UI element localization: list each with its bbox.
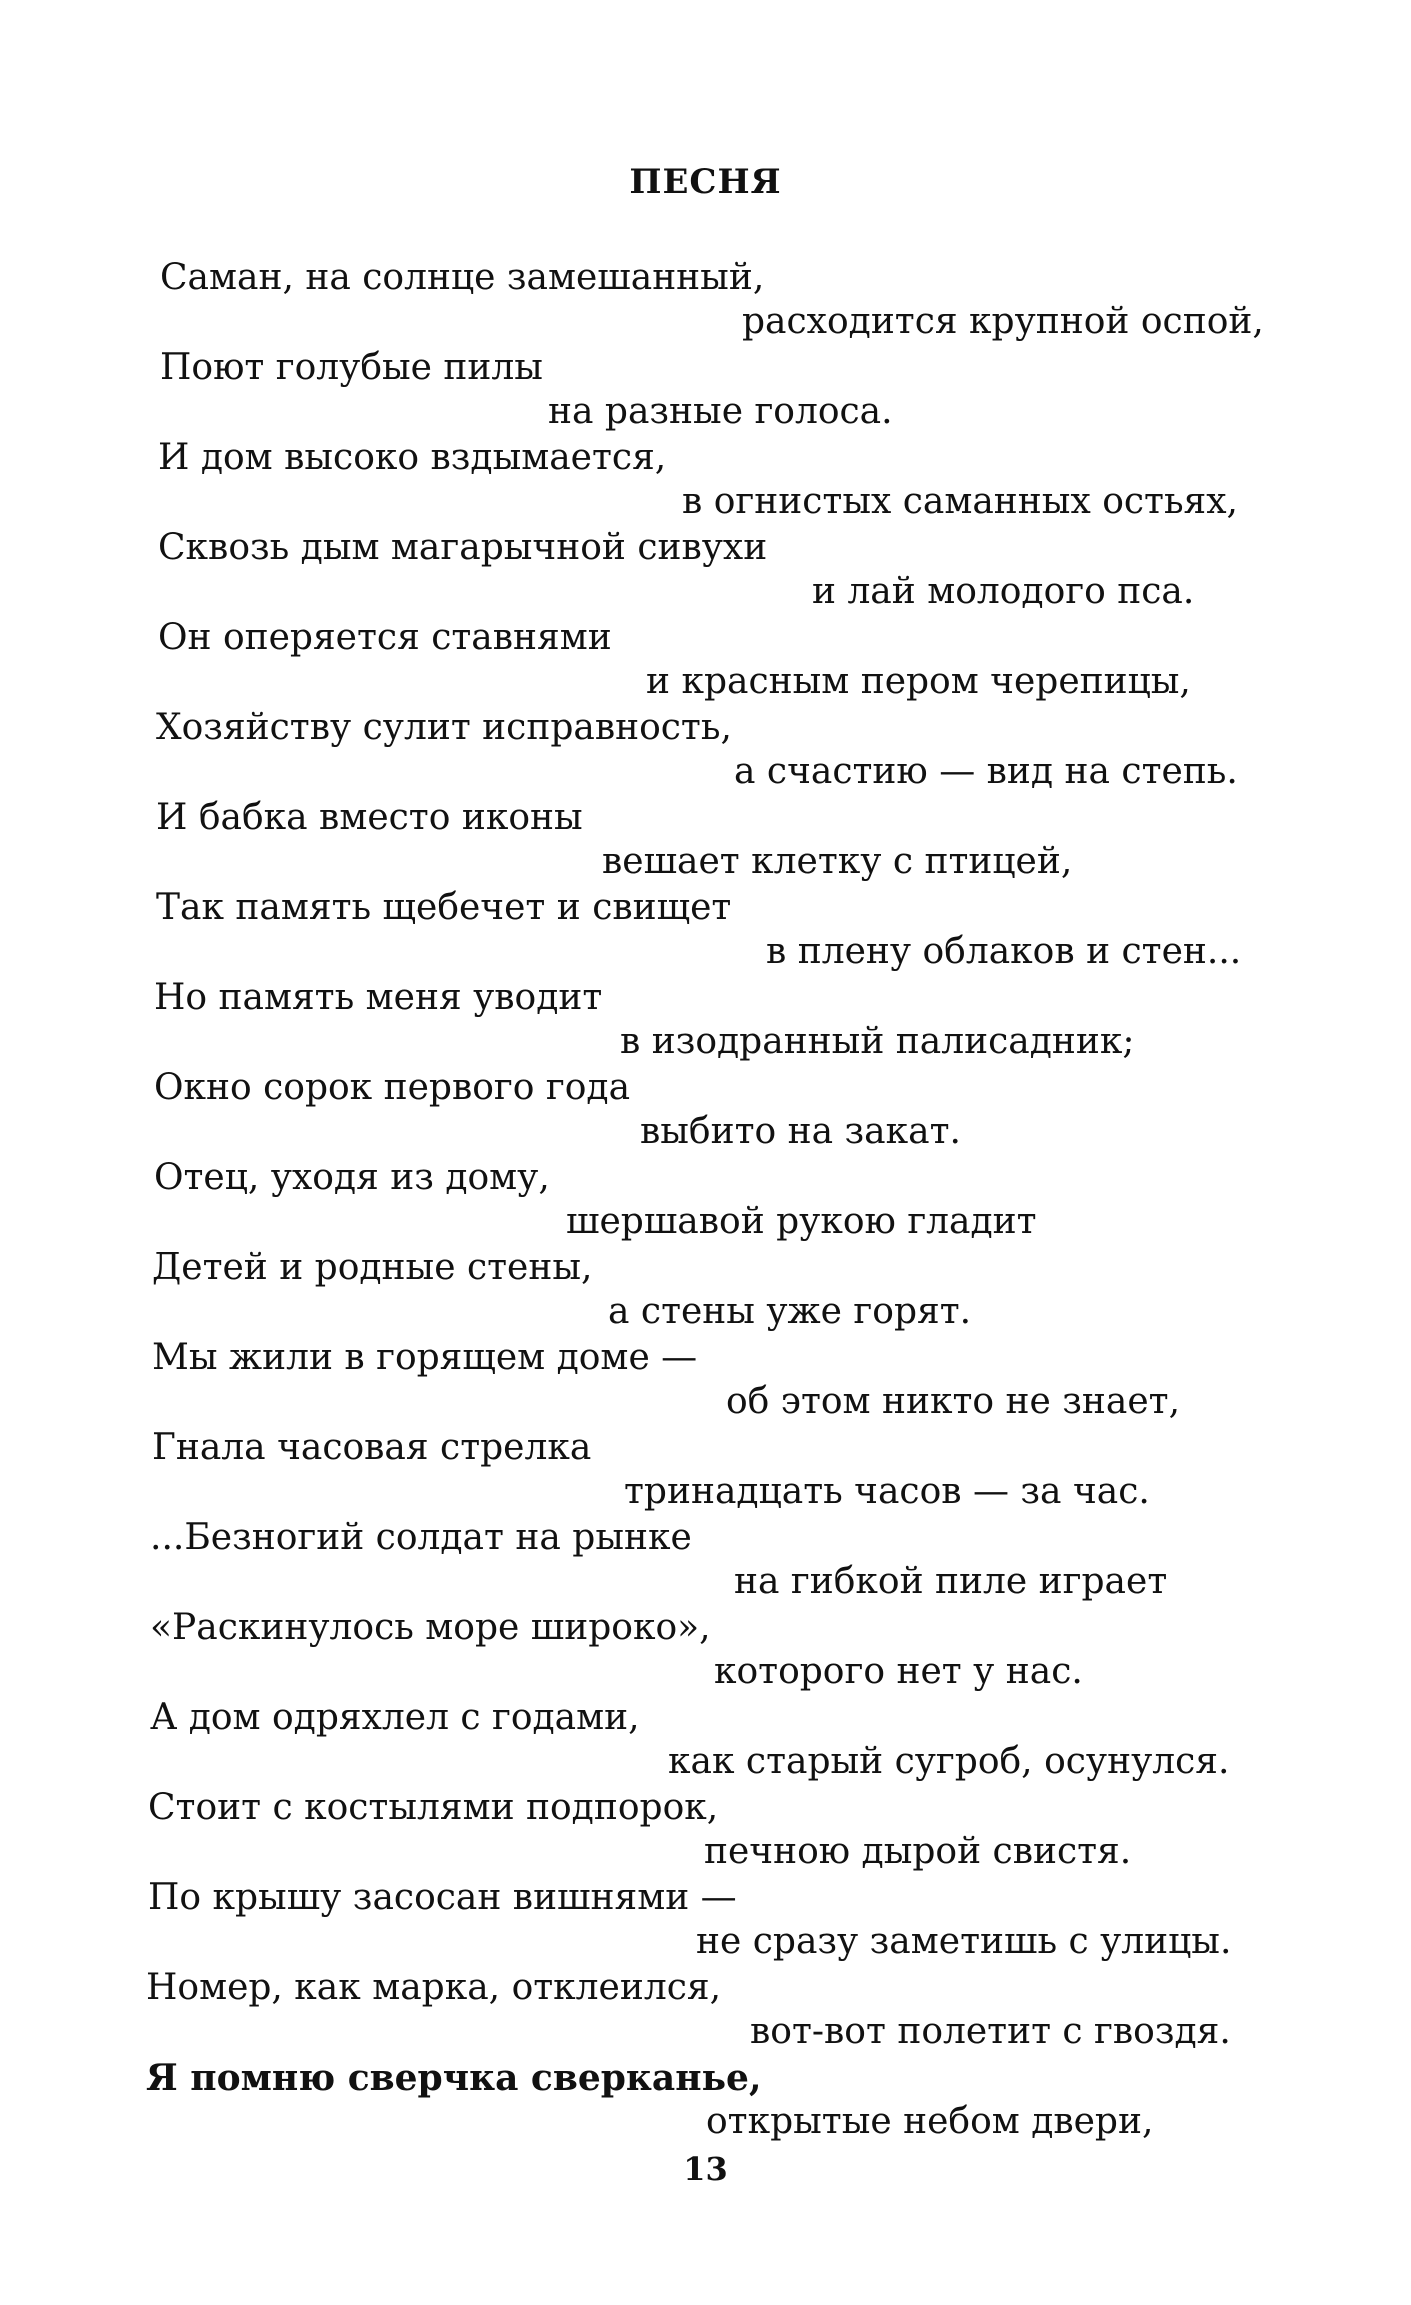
- verse-line: вот-вот полетит с гвоздя.: [750, 2011, 1231, 2052]
- verse-line: в изодранный палисадник;: [620, 1021, 1135, 1062]
- verse-line: и красным пером черепицы,: [646, 661, 1191, 702]
- verse-line: Он оперяется ставнями: [158, 617, 612, 658]
- verse-line: об этом никто не знает,: [726, 1381, 1181, 1422]
- verse-line: Мы жили в горящем доме —: [152, 1337, 698, 1378]
- verse-line: Саман, на солнце замешанный,: [160, 257, 765, 298]
- verse-line: Отец, уходя из дому,: [154, 1157, 550, 1198]
- verse-line: Гнала часовая стрелка: [152, 1427, 592, 1468]
- verse-line: и лай молодого пса.: [812, 571, 1195, 612]
- verse-line: Сквозь дым магарычной сивухи: [158, 527, 768, 568]
- verse-line: тринадцать часов — за час.: [624, 1471, 1150, 1512]
- verse-line: расходится крупной оспой,: [742, 301, 1264, 342]
- verse-line: выбито на закат.: [640, 1111, 961, 1152]
- verse-line: а стены уже горят.: [608, 1291, 972, 1332]
- verse-line: Окно сорок первого года: [154, 1067, 631, 1108]
- verse-line: которого нет у нас.: [714, 1651, 1083, 1692]
- verse-line: Поют голубые пилы: [160, 347, 543, 388]
- verse-line: а счастию — вид на степь.: [734, 751, 1238, 792]
- verse-line: По крышу засосан вишнями —: [148, 1877, 737, 1918]
- verse-line: Номер, как марка, отклеился,: [146, 1967, 722, 2008]
- page-number: 13: [683, 2150, 728, 2188]
- verse-line: И бабка вместо иконы: [156, 797, 583, 838]
- verse-line: ...Безногий солдат на рынке: [150, 1517, 692, 1558]
- verse-line: на разные голоса.: [548, 391, 893, 432]
- verse-line: как старый сугроб, осунулся.: [668, 1741, 1230, 1782]
- verse-line: вешает клетку с птицей,: [602, 841, 1073, 882]
- verse-line: в плену облаков и стен...: [766, 931, 1242, 972]
- verse-line: А дом одряхлел с годами,: [150, 1697, 640, 1738]
- verse-line: И дом высоко вздымается,: [158, 437, 667, 478]
- poem-title: ПЕСНЯ: [629, 162, 782, 202]
- verse-line: Я помню сверчка сверканье,: [146, 2057, 762, 2099]
- verse-line: открытые небом двери,: [706, 2101, 1154, 2142]
- verse-line: Так память щебечет и свищет: [156, 887, 732, 928]
- verse-line: печною дырой свистя.: [704, 1831, 1132, 1872]
- verse-line: Хозяйству сулит исправность,: [156, 707, 732, 748]
- verse-line: в огнистых саманных остьях,: [682, 481, 1238, 522]
- verse-line: Стоит с костылями подпорок,: [148, 1787, 719, 1828]
- verse-line: «Раскинулось море широко»,: [150, 1607, 711, 1648]
- verse-line: на гибкой пиле играет: [734, 1561, 1168, 1602]
- verse-line: не сразу заметишь с улицы.: [696, 1921, 1232, 1962]
- verse-line: шершавой рукою гладит: [566, 1201, 1037, 1242]
- verse-line: Но память меня уводит: [154, 977, 603, 1018]
- verse-line: Детей и родные стены,: [152, 1247, 593, 1288]
